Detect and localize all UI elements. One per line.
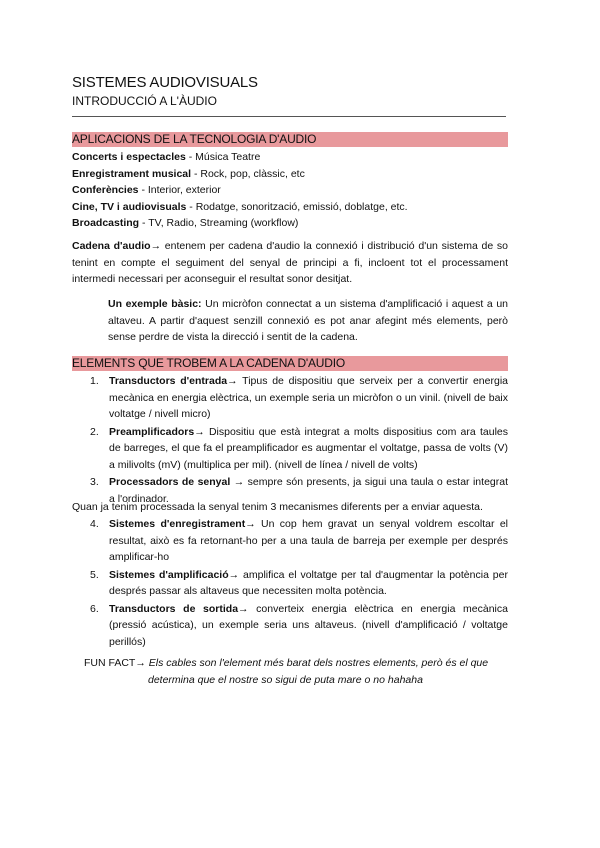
item-number: 2. bbox=[90, 425, 99, 438]
item-term: Transductors de sortida bbox=[109, 602, 239, 615]
list-item-term: Concerts i espectacles bbox=[72, 151, 186, 163]
list-item bbox=[72, 601, 508, 651]
list-item bbox=[72, 166, 508, 183]
list-item bbox=[72, 424, 508, 474]
elements-list-part1 bbox=[72, 373, 508, 507]
fun-fact-line1 bbox=[84, 655, 504, 672]
item-number: 3. bbox=[90, 476, 99, 488]
item-text: → amplifica el voltatge per tal d'augmentar la potència per després passar als altaveus que necessiten molta potència. bbox=[109, 568, 508, 597]
list-item-desc: - Rock, pop, clàssic, etc bbox=[191, 167, 305, 180]
item-text: → Tipus de dispositiu que serveix per a convertir energia mecànica en energia elèctrica, un exemple seria un micròfon o un vinil. (nivell de baix voltatge / nivell micro) bbox=[109, 375, 508, 420]
item-text: → Un cop hem gravat un senyal voldrem escoltar el resultat, això es fa retornant-ho per a una taula de barreja per exemple per després amplificar-ho bbox=[109, 518, 508, 563]
example-text: Un micròfon connectat a un sistema d'amplificació i aquest a un altaveu. A partir d'aquest senzill connexió es pot anar afegint més elements, però sense perdre de vista la direcció i sentit de la cadena. bbox=[108, 298, 508, 343]
list-item bbox=[72, 182, 508, 199]
title-divider bbox=[72, 116, 506, 117]
section-heading-elements: ELEMENTS QUE TROBEM A LA CADENA D'AUDIO bbox=[72, 356, 508, 371]
fun-fact-label: FUN FACT→ bbox=[84, 657, 146, 669]
item-term: Sistemes d'enregistrament bbox=[109, 518, 246, 530]
document-title: SISTEMES AUDIOVISUALS bbox=[72, 74, 258, 91]
list-item bbox=[72, 516, 508, 566]
item-number: 1. bbox=[90, 375, 99, 387]
fun-fact-line2: determina que el nostre so sigui de puta mare o no hahaha bbox=[148, 673, 423, 686]
item-number: 6. bbox=[90, 602, 99, 615]
list-item bbox=[72, 567, 508, 600]
list-item bbox=[72, 199, 508, 216]
item-term: Processadors de senyal bbox=[109, 476, 231, 488]
definition-text: → entenem per cadena d'audio la connexió i distribució d'un sistema de so tenint en compte el seguiment del senyal de principi a fi, incloent tot el processament intermedi necessari per aconseguir el resultat sonor desitjat. bbox=[72, 240, 508, 285]
list-item-term: Broadcasting bbox=[72, 217, 140, 229]
item-number: 5. bbox=[90, 568, 99, 581]
item-term: Preamplificadors bbox=[109, 425, 195, 438]
item-text: → converteix energia elèctrica en energia mecànica (pressió acústica), un exemple seria uns altaveus. (nivell d'amplificació / voltatge perillós) bbox=[109, 602, 508, 648]
list-item-desc: - TV, Radio, Streaming (workflow) bbox=[139, 217, 299, 229]
section-heading-applications: APLICACIONS DE LA TECNOLOGIA D'AUDIO bbox=[72, 132, 508, 147]
item-number: 4. bbox=[90, 518, 99, 530]
list-item bbox=[72, 215, 508, 232]
elements-list-part2 bbox=[72, 516, 508, 650]
document-subtitle: INTRODUCCIÓ A L'ÀUDIO bbox=[72, 94, 217, 108]
list-item bbox=[72, 149, 508, 166]
list-item-desc: - Rodatge, sonorització, emissió, doblatge, etc. bbox=[186, 200, 408, 213]
example-term: Un exemple bàsic: bbox=[108, 298, 202, 310]
definition-term: Cadena d'audio bbox=[72, 240, 151, 252]
item-text: → Dispositiu que està integrat a molts dispositius com ara taules de barreges, el que fa el preamplificador es augmentar el voltatge, passa de volts (V) a milivolts (mV) (multiplica per mil). (nivell de línea / nivell de volts) bbox=[109, 425, 508, 471]
fun-fact bbox=[84, 655, 504, 688]
item-term: Sistemes d'amplificació bbox=[109, 568, 229, 581]
list-item bbox=[72, 373, 508, 423]
audio-chain-definition bbox=[72, 238, 508, 288]
list-item-term: Conferències bbox=[72, 184, 139, 196]
list-item-term: Cine, TV i audiovisuals bbox=[72, 200, 187, 213]
list-item-desc: - Música Teatre bbox=[185, 151, 261, 163]
applications-list bbox=[72, 149, 508, 232]
list-item-desc: - Interior, exterior bbox=[138, 184, 221, 196]
mechanisms-note: Quan ja tenim processada la senyal tenim 3 mecanismes diferents per a enviar aquesta. bbox=[72, 501, 483, 513]
item-text: → sempre són presents, ja sigui una taula o estar integrat a l'ordinador. bbox=[109, 476, 508, 505]
list-item-term: Enregistrament musical bbox=[72, 167, 192, 180]
fun-fact-text: Els cables son l'element més barat dels nostres elements, però és el que bbox=[145, 657, 489, 669]
item-term: Transductors d'entrada bbox=[109, 375, 228, 387]
basic-example-paragraph bbox=[108, 296, 508, 346]
